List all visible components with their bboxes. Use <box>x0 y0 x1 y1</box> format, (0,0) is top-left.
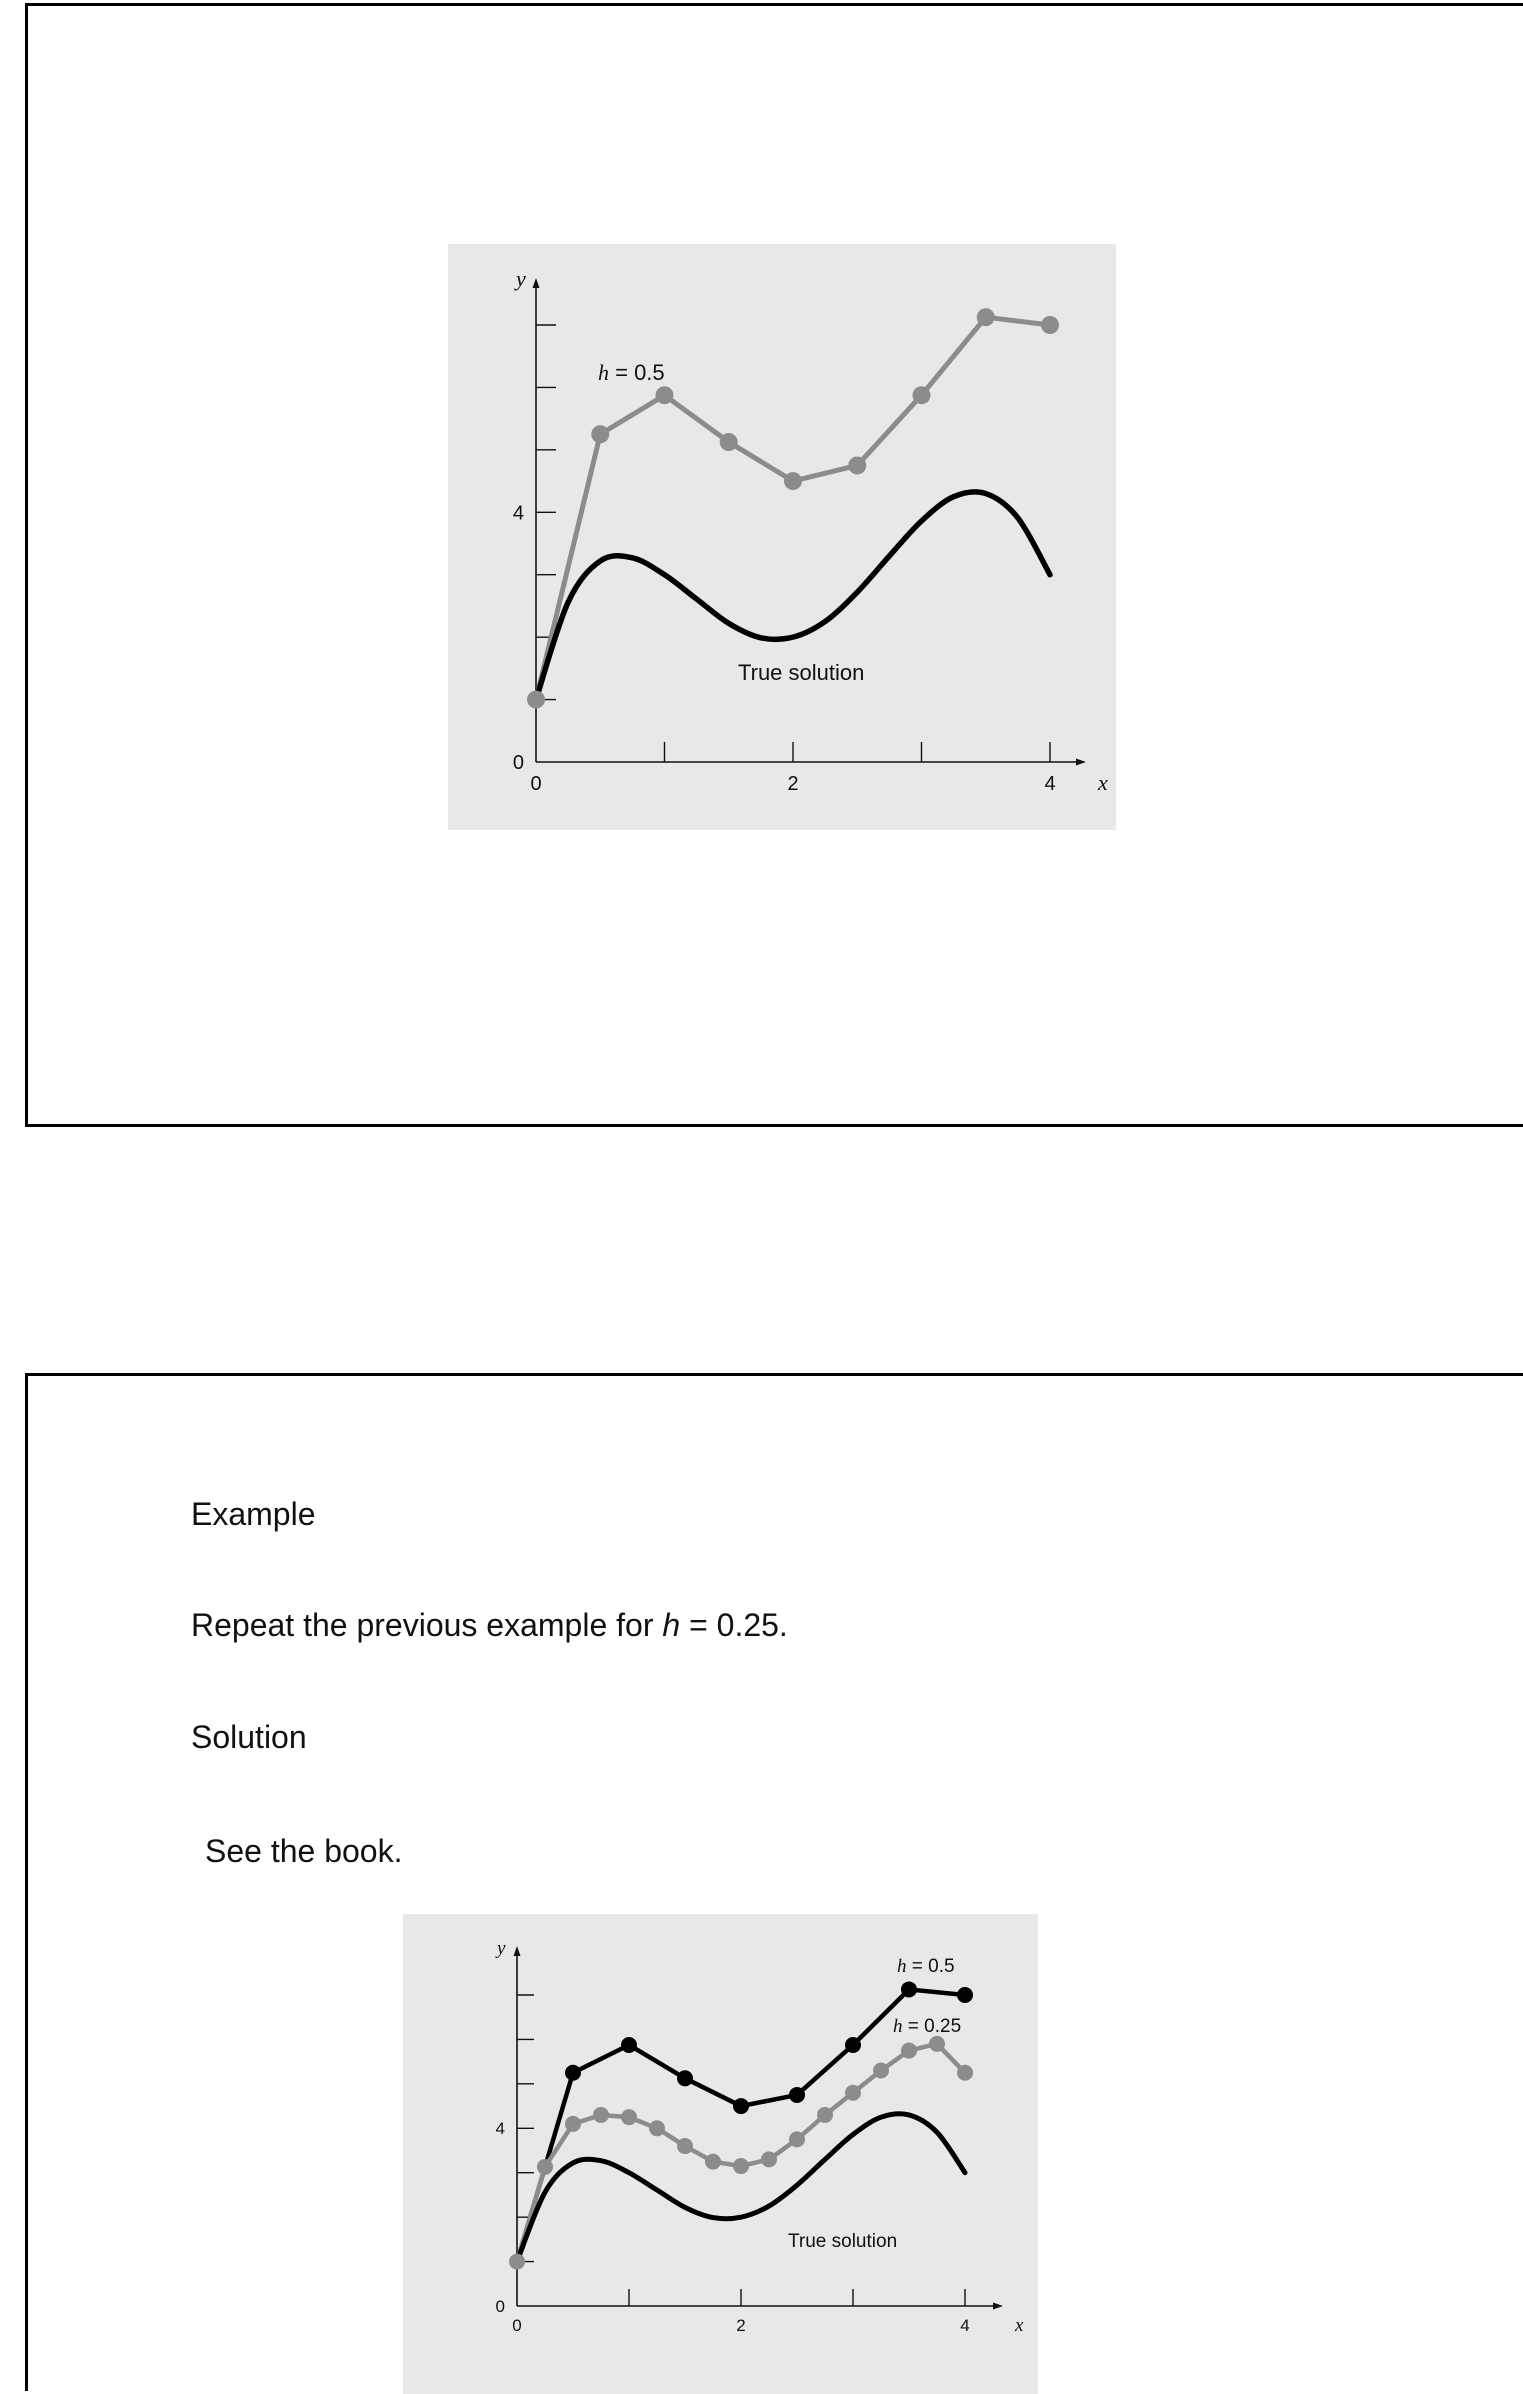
series-point-h-0-5 <box>733 2098 749 2114</box>
prompt-after: = 0.25. <box>680 1607 788 1643</box>
series-label-rest: = 0.5 <box>609 360 665 385</box>
series-label-true-solution: True solution <box>788 2231 898 2252</box>
series-point-h-0-25 <box>705 2154 721 2170</box>
x-tick-label: 2 <box>736 2316 746 2335</box>
x-tick-label: 2 <box>787 773 799 795</box>
chart-1-svg <box>448 244 1116 830</box>
series-label-h-0-5 <box>598 360 665 385</box>
series-point-h-0-25 <box>901 2043 917 2059</box>
y-axis-arrow <box>533 278 540 288</box>
series-point-h-0-25 <box>537 2159 553 2175</box>
series-label-var: h <box>897 1956 907 1977</box>
example-prompt <box>191 1607 788 1644</box>
series-line-h-0-25 <box>517 2044 965 2262</box>
series-point-h-0-25 <box>621 2109 637 2125</box>
series-point-h-0-5 <box>1041 316 1059 334</box>
series-point-h-0-5 <box>565 2065 581 2081</box>
series-point-h-0-5 <box>591 425 609 443</box>
prompt-before: Repeat the previous example for <box>191 1607 663 1643</box>
chart-panel-2 <box>403 1914 1038 2394</box>
x-tick-label: 4 <box>1044 773 1056 795</box>
chart-2-svg <box>403 1914 1038 2394</box>
series-label-var: h <box>893 2016 903 2037</box>
series-point-h-0-25 <box>761 2151 777 2167</box>
slide-1 <box>25 3 1523 1127</box>
x-axis-arrow <box>1076 759 1086 766</box>
series-point-h-0-25 <box>649 2120 665 2136</box>
series-label-true-solution: True solution <box>738 660 865 685</box>
series-point-h-0-5 <box>848 456 866 474</box>
series-point-start <box>509 2254 525 2270</box>
series-point-h-0-5 <box>957 1987 973 2003</box>
series-point-h-0-25 <box>957 2065 973 2081</box>
series-point-h-0-25 <box>845 2085 861 2101</box>
series-point-h-0-5 <box>621 2037 637 2053</box>
series-point-h-0-5 <box>977 308 995 326</box>
y-tick-label: 0 <box>512 752 524 774</box>
series-point-h-0-25 <box>677 2138 693 2154</box>
series-point-h-0-5 <box>784 472 802 490</box>
series-point-h-0-5 <box>656 386 674 404</box>
y-tick-label: 4 <box>512 502 524 525</box>
series-point-h-0-5 <box>913 386 931 404</box>
series-point-h-0-5 <box>901 1981 917 1997</box>
x-axis-label: x <box>1015 2315 1024 2336</box>
x-axis-arrow <box>993 2303 1003 2310</box>
y-axis-arrow <box>514 1946 521 1956</box>
series-point-h-0-25 <box>593 2107 609 2123</box>
x-tick-label: 4 <box>960 2316 970 2335</box>
y-tick-label: 0 <box>495 2296 505 2316</box>
series-point-h-0-25 <box>873 2063 889 2079</box>
series-point-h-0-5 <box>720 433 738 451</box>
y-axis-label: y <box>497 1938 506 1959</box>
series-point-h-0-5 <box>789 2087 805 2103</box>
series-label-h-0-5 <box>897 1956 955 1977</box>
y-tick-label: 4 <box>495 2119 505 2139</box>
series-label-rest: = 0.25 <box>902 2016 962 2037</box>
series-point-start <box>527 691 545 709</box>
series-point-h-0-5 <box>845 2037 861 2053</box>
series-point-h-0-25 <box>565 2116 581 2132</box>
y-axis-label: y <box>516 266 526 291</box>
series-label-h-0-25 <box>893 2016 961 2037</box>
solution-text: See the book. <box>205 1833 403 1869</box>
solution-heading: Solution <box>191 1719 307 1755</box>
x-tick-label: 0 <box>530 773 542 795</box>
slide-2 <box>25 1373 1523 2391</box>
series-line-true-solution <box>517 2114 965 2262</box>
x-tick-label: 0 <box>512 2316 522 2335</box>
prompt-var: h <box>662 1607 681 1643</box>
example-heading: Example <box>191 1496 316 1532</box>
series-point-h-0-25 <box>733 2158 749 2174</box>
chart-panel-1 <box>448 244 1116 830</box>
series-point-h-0-25 <box>929 2036 945 2052</box>
series-point-h-0-5 <box>677 2070 693 2086</box>
series-label-rest: = 0.5 <box>906 1956 955 1977</box>
x-axis-label: x <box>1098 770 1108 795</box>
series-label-var: h <box>598 360 609 385</box>
series-point-h-0-25 <box>817 2107 833 2123</box>
series-point-h-0-25 <box>789 2131 805 2147</box>
